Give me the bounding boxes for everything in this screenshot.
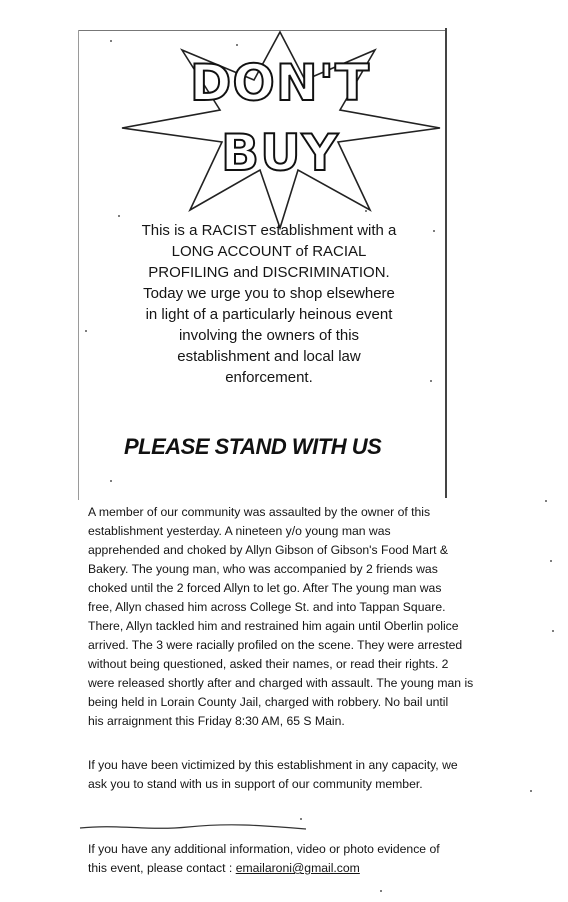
scan-speck (380, 890, 382, 892)
paragraph-line: Bakery. The young man, who was accompanied by 2 friends was (88, 562, 438, 576)
scan-speck (110, 480, 112, 482)
headline-buy: BUY (221, 124, 339, 182)
intro-line: establishment and local law (177, 348, 361, 365)
paragraph-line: were released shortly after and charged with assault. The young man is (88, 676, 474, 690)
intro-line: in light of a particularly heinous event (145, 306, 393, 323)
paragraph-line: If you have been victimized by this establishment in any capacity, we (88, 758, 458, 772)
scan-speck (430, 380, 432, 382)
intro-line: LONG ACCOUNT of RACIAL (171, 243, 367, 260)
contact-line-2 (88, 859, 548, 878)
paragraph-line: free, Allyn chased him across College St. and into Tappan Square. (88, 600, 446, 614)
scan-speck (300, 818, 302, 820)
call-to-action: PLEASE STAND WITH US (124, 434, 382, 459)
scan-speck (550, 560, 552, 562)
paragraph-line: his arraignment this Friday 8:30 AM, 65 S Main. (88, 714, 345, 728)
intro-text (108, 220, 430, 388)
support-paragraph (88, 756, 548, 794)
scan-edge-left (78, 30, 79, 500)
pen-underline-mark (78, 820, 308, 834)
contact-paragraph (88, 840, 548, 878)
scan-speck (433, 230, 435, 232)
scan-speck (236, 44, 238, 46)
intro-line: Today we urge you to shop elsewhere (143, 285, 395, 302)
paragraph-line: choked until the 2 forced Allyn to let go. After The young man was (88, 581, 442, 595)
paragraph-line: There, Allyn tackled him and restrained him again until Oberlin police (88, 619, 459, 633)
scan-speck (110, 40, 112, 42)
scan-speck (545, 500, 547, 502)
contact-prefix: this event, please contact : (88, 861, 236, 875)
paragraph-line: being held in Lorain County Jail, charged with robbery. No bail until (88, 695, 449, 709)
scan-speck (530, 790, 532, 792)
scan-speck (118, 215, 120, 217)
contact-email-link[interactable]: emailaroni@gmail.com (235, 861, 360, 875)
paragraph-line: ask you to stand with us in support of our community member. (88, 777, 423, 791)
paragraph-line: A member of our community was assaulted by the owner of this (88, 505, 431, 519)
paragraph-line: without being questioned, asked their names, or read their rights. 2 (88, 657, 449, 671)
intro-line: enforcement. (225, 369, 313, 386)
paragraph-line: apprehended and choked by Allyn Gibson of Gibson's Food Mart & (88, 543, 449, 557)
scan-speck (85, 330, 87, 332)
scan-speck (365, 210, 367, 212)
contact-line: If you have any additional information, video or photo evidence of (88, 842, 440, 856)
intro-line: PROFILING and DISCRIMINATION. (148, 264, 390, 281)
headline-dont: DON'T (189, 54, 371, 112)
incident-paragraph (88, 503, 548, 731)
paragraph-line: establishment yesterday. A nineteen y/o young man was (88, 524, 391, 538)
scan-speck (552, 630, 554, 632)
paragraph-line: arrived. The 3 were racially profiled on the scene. They were arrested (88, 638, 463, 652)
intro-line: involving the owners of this (178, 327, 360, 344)
intro-line: This is a RACIST establishment with a (141, 222, 397, 239)
